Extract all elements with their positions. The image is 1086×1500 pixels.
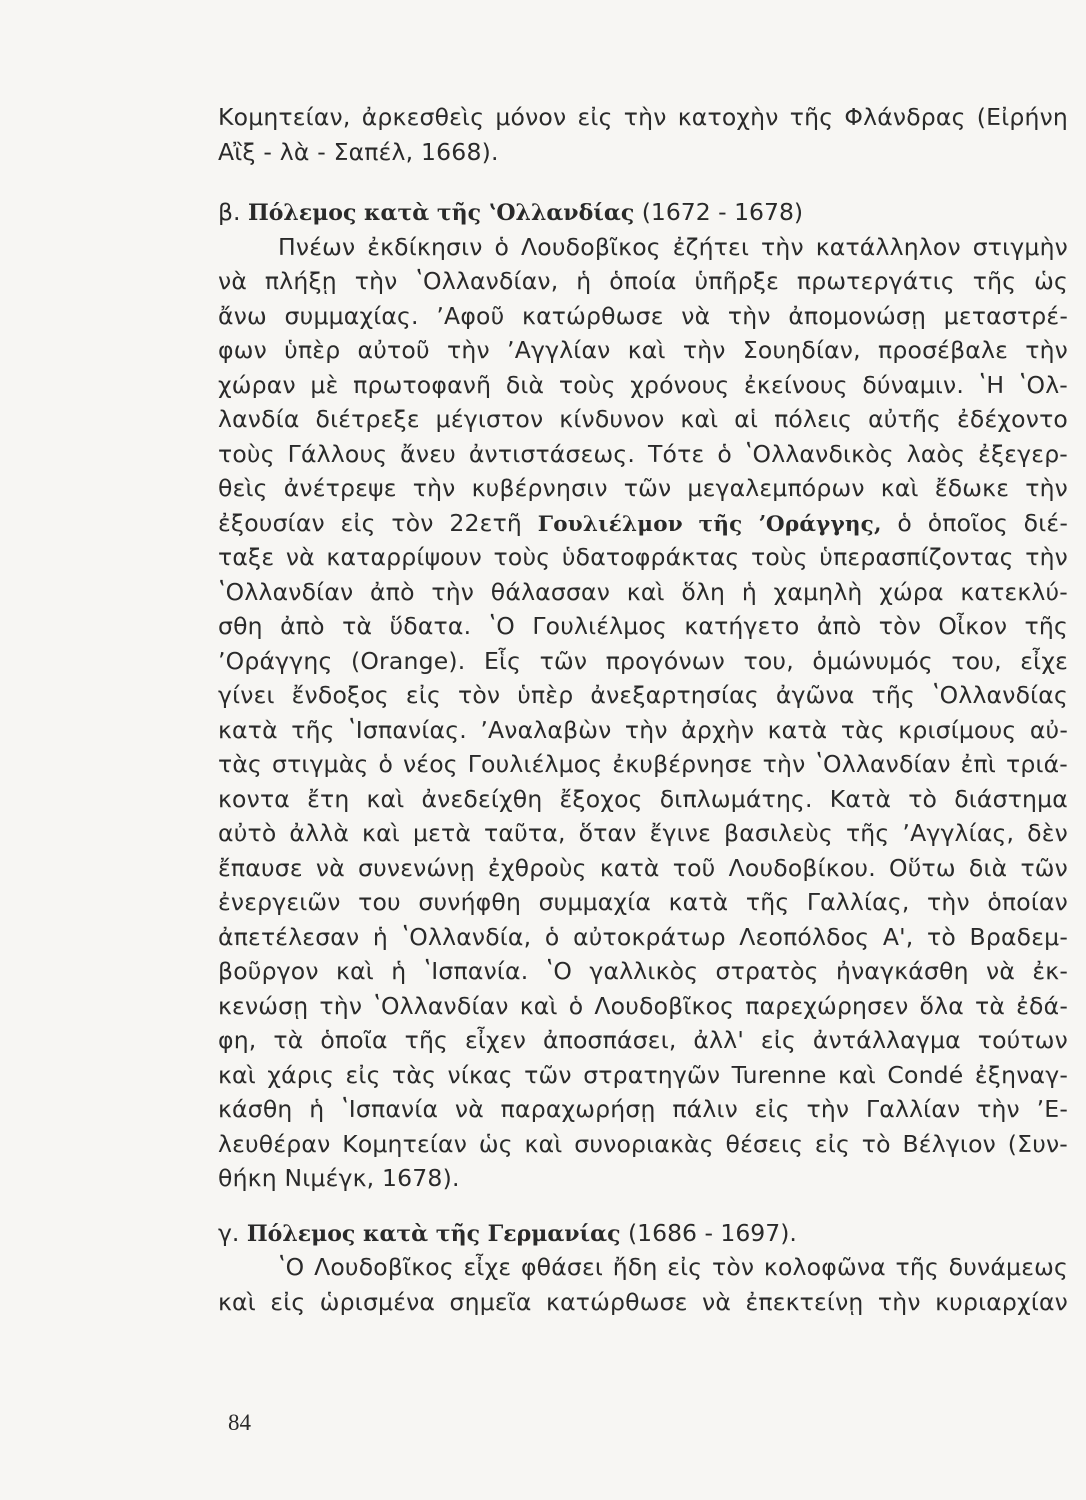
- text-line: Αἲξ - λὰ - Σαπέλ, 1668).: [218, 137, 499, 166]
- text-line: ʽΟλλανδίαν ἀπὸ τὴν θάλασσαν καὶ ὅλη ἡ χαμηλὴ χώρα κατεκλύ-: [218, 577, 1068, 606]
- text-line: ʼΟράγγης (Orange). Εἷς τῶν προγόνων του, ὁμώνυμός του, εἶχε: [218, 646, 1068, 675]
- paragraph-g: [218, 1250, 1068, 1319]
- text-line: κάσθη ἡ ʽΙσπανία νὰ παραχωρήσῃ πάλιν εἰς τὴν Γαλλίαν τὴν ʼΕ-: [218, 1095, 1068, 1123]
- section-title: Πόλεμος κατὰ τῆς ʽΟλλανδίας: [247, 200, 635, 226]
- bold-name: Γουλιέλμον τῆς ʼΟράγγης,: [537, 511, 882, 537]
- text-line: ταξε νὰ καταρρίψουν τοὺς ὑδατοφράκτας τοὺς ὑπερασπίζοντας τὴν: [218, 543, 1068, 571]
- text-line: ἐνεργειῶν του συνήφθη συμμαχία κατὰ τῆς Γαλλίας, τὴν ὁποίαν: [218, 888, 1068, 916]
- text-line: ἀπετέλεσαν ἡ ʽΟλλανδία, ὁ αὐτοκράτωρ Λεοπόλδος Α', τὸ Βραδεμ-: [218, 922, 1068, 951]
- section-dates: (1686 - 1697).: [628, 1218, 797, 1247]
- text-line: ἄνω συμμαχίας. ʼΑφοῦ κατώρθωσε νὰ τὴν ἀπομονώσῃ μεταστρέ-: [218, 301, 1068, 330]
- text-line: θεὶς ἀνέτρεψε τὴν κυβέρνησιν τῶν μεγαλεμπόρων καὶ ἔδωκε τὴν: [218, 474, 1068, 502]
- page-number: 84: [228, 1410, 251, 1435]
- section-heading-g: [218, 1216, 1068, 1251]
- text-line: φων ὑπὲρ αὐτοῦ τὴν ʼΑγγλίαν καὶ τὴν Σουηδίαν, προσέβαλε τὴν: [218, 336, 1068, 364]
- text-span: ὁ ὁποῖος διέ-: [897, 508, 1068, 537]
- text-line: καὶ εἰς ὡρισμένα σημεῖα κατώρθωσε νὰ ἐπεκτείνῃ τὴν κυριαρχίαν: [218, 1287, 1068, 1316]
- text-line: θήκη Νιμέγκ, 1678).: [218, 1164, 460, 1192]
- text-line: ʽΟ Λουδοβῖκος εἶχε φθάσει ἤδη εἰς τὸν κολοφῶνα τῆς δυνάμεως: [278, 1253, 1068, 1281]
- text-line: τοὺς Γάλλους ἄνευ ἀντιστάσεως. Τότε ὁ ʽΟλλανδικὸς λαὸς ἐξεγερ-: [218, 439, 1068, 468]
- section-heading-b: [218, 195, 1068, 230]
- section-letter: γ.: [218, 1218, 240, 1247]
- text-line: αὐτὸ ἀλλὰ καὶ μετὰ ταῦτα, ὅταν ἔγινε βασιλεὺς τῆς ʼΑγγλίας, δὲν: [218, 819, 1068, 847]
- text-line: νὰ πλήξῃ τὴν ʽΟλλανδίαν, ἡ ὁποία ὑπῆρξε πρωτεργάτις τῆς ὡς: [218, 267, 1068, 295]
- text-line: ἔπαυσε νὰ συνενώνῃ ἐχθροὺς κατὰ τοῦ Λουδοβίκου. Οὕτω διὰ τῶν: [218, 853, 1068, 882]
- text-line: λανδία διέτρεξε μέγιστον κίνδυνον καὶ αἱ πόλεις αὐτῆς ἐδέχοντο: [218, 405, 1068, 433]
- text-line: Κομητείαν, ἀρκεσθεὶς μόνον εἰς τὴν κατοχὴν τῆς Φλάνδρας (Εἰρήνη: [218, 103, 1068, 131]
- text-line: Πνέων ἐκδίκησιν ὁ Λουδοβῖκος ἐζήτει τὴν κατάλληλον στιγμὴν: [278, 232, 1068, 261]
- text-line: γίνει ἔνδοξος εἰς τὸν ὑπὲρ ἀνεξαρτησίας ἀγῶνα τῆς ʽΟλλανδίας: [218, 681, 1068, 709]
- section-letter: β.: [218, 198, 241, 226]
- text-line: βοῦργον καὶ ἡ ʽΙσπανία. ʽΟ γαλλικὸς στρατὸς ἠναγκάσθη νὰ ἐκ-: [218, 957, 1068, 985]
- section-dates: (1672 - 1678): [641, 198, 804, 226]
- text-line: τὰς στιγμὰς ὁ νέος Γουλιέλμος ἐκυβέρνησε τὴν ʽΟλλανδίαν ἐπὶ τριά-: [218, 750, 1068, 778]
- text-line: κενώσῃ τὴν ʽΟλλανδίαν καὶ ὁ Λουδοβῖκος παρεχώρησεν ὅλα τὰ ἐδά-: [218, 991, 1068, 1020]
- page-body: [218, 100, 1068, 1319]
- text-line: κοντα ἔτη καὶ ἀνεδείχθη ἔξοχος διπλωμάτης. Κατὰ τὸ διάστημα: [218, 784, 1068, 813]
- text-line: λευθέραν Κομητείαν ὡς καὶ συνοριακὰς θέσεις εἰς τὸ Βέλγιον (Συν-: [218, 1129, 1068, 1158]
- text-line: κατὰ τῆς ʽΙσπανίας. ʼΑναλαβὼν τὴν ἀρχὴν κατὰ τὰς κρισίμους αὐ-: [218, 715, 1068, 744]
- section-title: Πόλεμος κατὰ τῆς Γερμανίας: [246, 1220, 621, 1247]
- text-span: ἐξουσίαν εἰς τὸν 22ετῆ: [218, 508, 523, 537]
- text-line: καὶ χάρις εἰς τὰς νίκας τῶν στρατηγῶν Turenne καὶ Condé ἐξηναγ-: [218, 1060, 1068, 1089]
- text-line: σθη ἀπὸ τὰ ὕδατα. ʽΟ Γουλιέλμος κατήγετο ἀπὸ τὸν Οἶκον τῆς: [218, 612, 1068, 640]
- text-line: φη, τὰ ὁποῖα τῆς εἶχεν ἀποσπάσει, ἀλλ' εἰς ἀντάλλαγμα τούτων: [218, 1026, 1068, 1054]
- text-line: χώραν μὲ πρωτοφανῆ διὰ τοὺς χρόνους ἐκείνους δύναμιν. ʽΗ ʽΟλ-: [218, 370, 1068, 399]
- text-line: [218, 506, 1068, 541]
- paragraph-b: [218, 230, 1068, 1196]
